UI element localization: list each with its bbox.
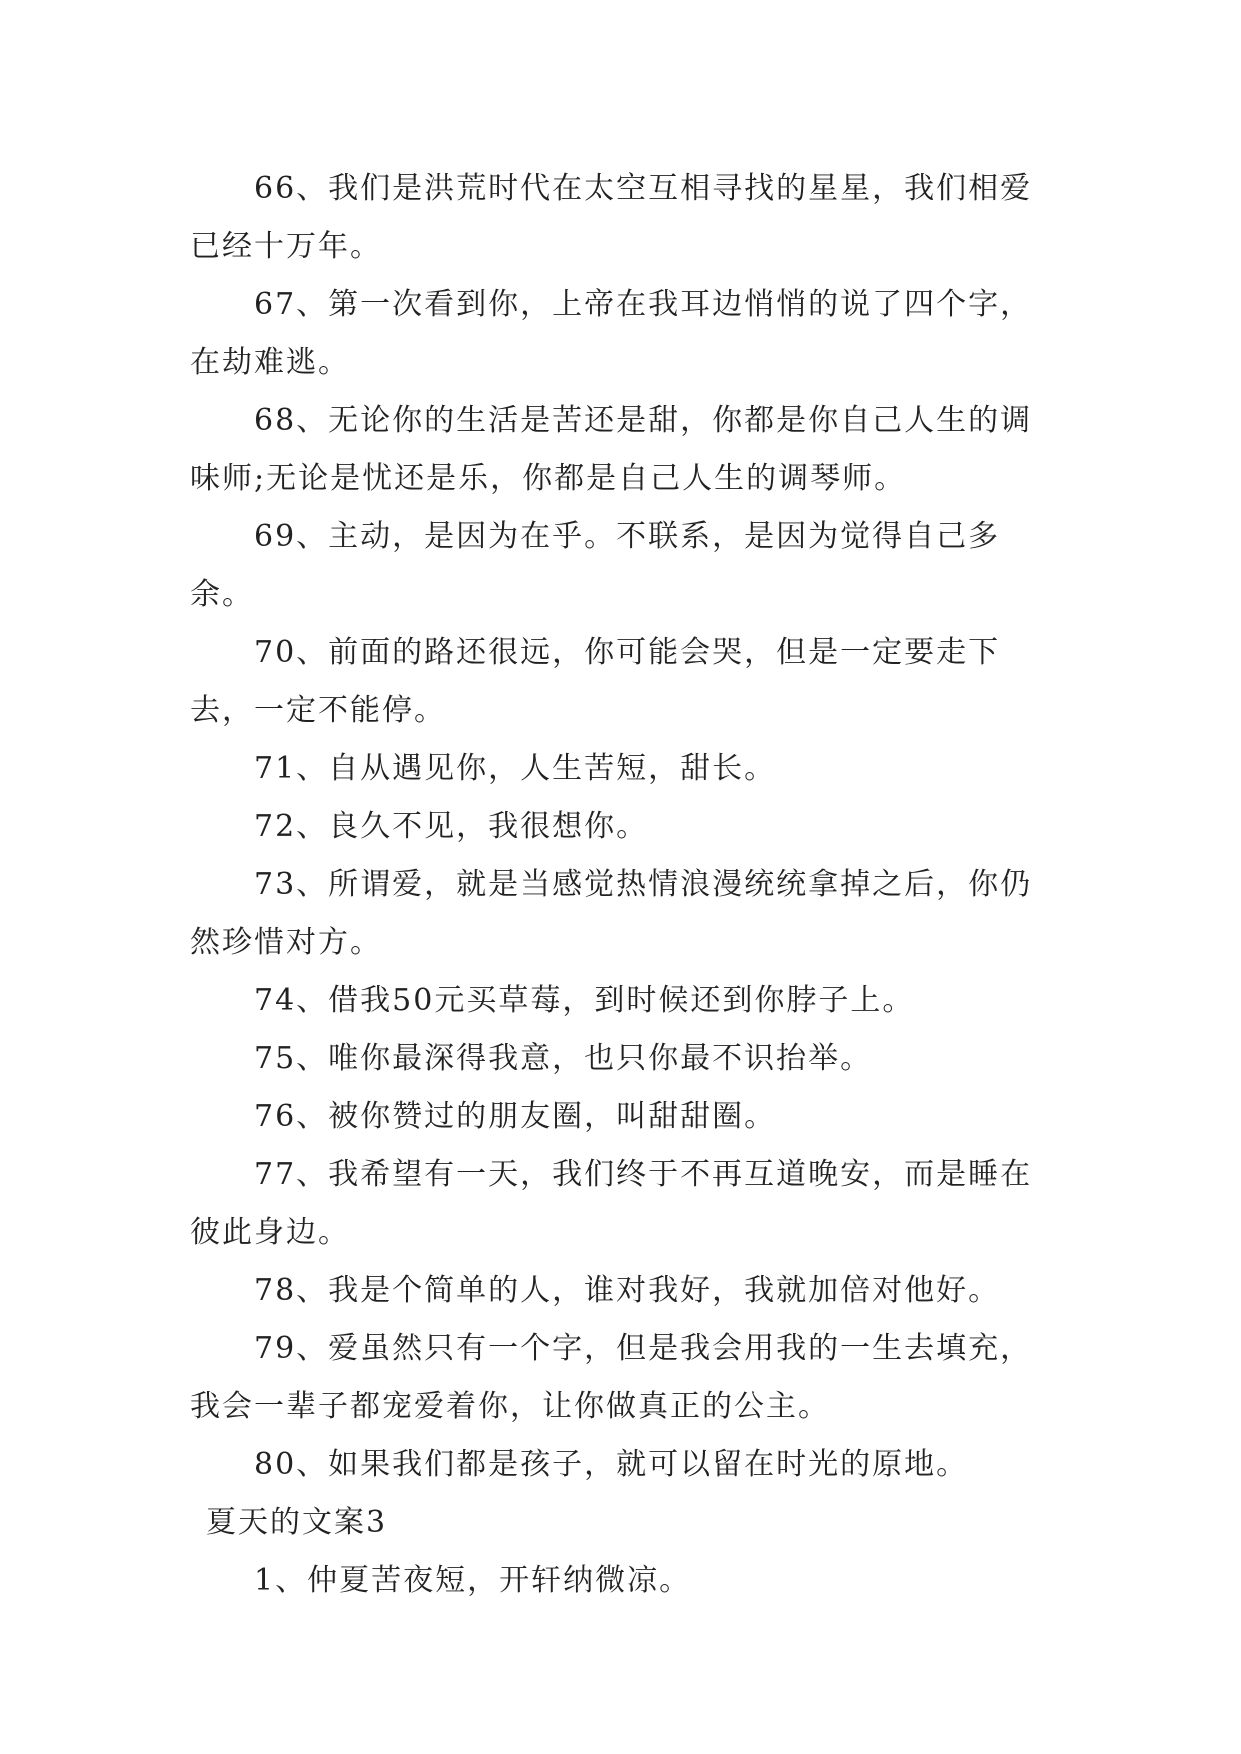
paragraph-69: 69、主动，是因为在乎。不联系，是因为觉得自己多余。 xyxy=(190,519,1001,612)
paragraph-73: 73、所谓爱，就是当感觉热情浪漫统统拿掉之后，你仍然珍惜对方。 xyxy=(190,867,1033,960)
document-body xyxy=(190,160,1052,1610)
paragraph-74: 74、借我50元买草莓，到时候还到你脖子上。 xyxy=(254,983,915,1018)
paragraph-75: 75、唯你最深得我意，也只你最不识抬举。 xyxy=(254,1041,873,1076)
paragraph-78: 78、我是个简单的人，谁对我好，我就加倍对他好。 xyxy=(254,1273,1001,1308)
paragraph-67: 67、第一次看到你，上帝在我耳边悄悄的说了四个字，在劫难逃。 xyxy=(190,287,1033,380)
paragraph-71: 71、自从遇见你，人生苦短，甜长。 xyxy=(254,751,777,786)
paragraph-76: 76、被你赞过的朋友圈，叫甜甜圈。 xyxy=(254,1099,777,1134)
paragraph-66: 66、我们是洪荒时代在太空互相寻找的星星，我们相爱已经十万年。 xyxy=(190,171,1033,264)
paragraph-80: 80、如果我们都是孩子，就可以留在时光的原地。 xyxy=(254,1447,969,1482)
paragraph-70: 70、前面的路还很远，你可能会哭，但是一定要走下去，一定不能停。 xyxy=(190,635,1001,728)
section-heading: 夏天的文案3 xyxy=(206,1505,388,1540)
paragraph-79: 79、爱虽然只有一个字，但是我会用我的一生去填充，我会一辈子都宠爱着你，让你做真正的公主。 xyxy=(190,1331,1033,1424)
paragraph-77: 77、我希望有一天，我们终于不再互道晚安，而是睡在彼此身边。 xyxy=(190,1157,1033,1250)
paragraph-72: 72、良久不见，我很想你。 xyxy=(254,809,649,844)
section-paragraph-1: 1、仲夏苦夜短，开轩纳微凉。 xyxy=(254,1563,692,1598)
paragraph-68: 68、无论你的生活是苦还是甜，你都是你自己人生的调味师;无论是忧还是乐，你都是自己人生的调琴师。 xyxy=(190,403,1033,496)
